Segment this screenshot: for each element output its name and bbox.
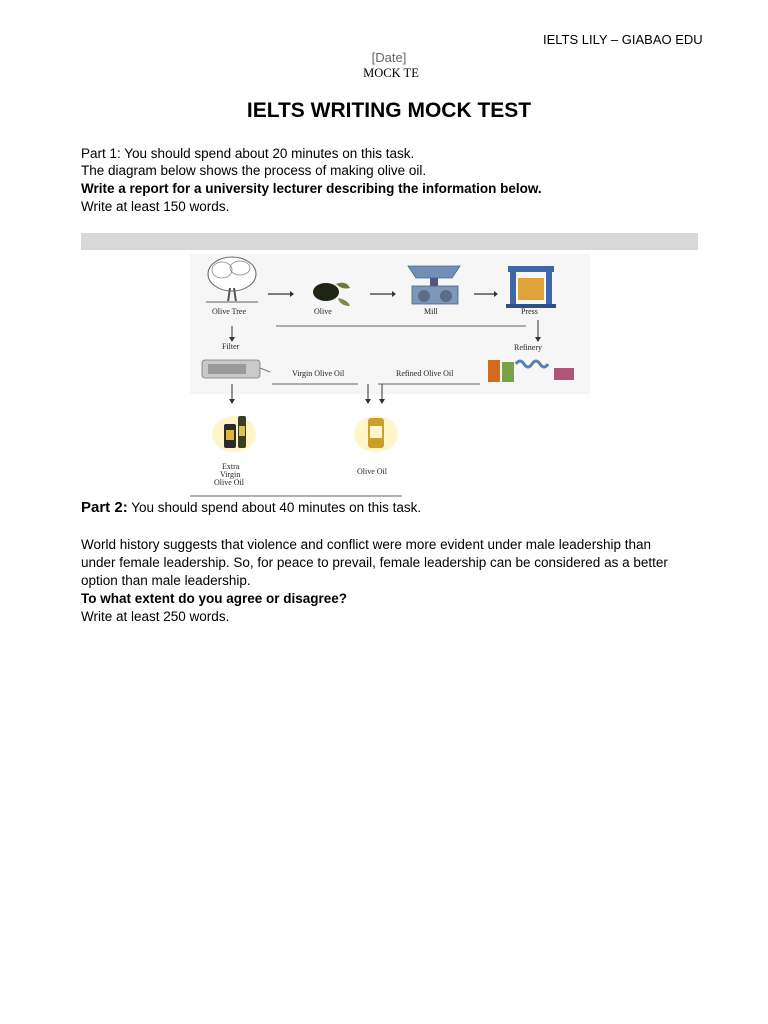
extra-virgin-bottles-icon <box>212 416 256 452</box>
label-press: Press <box>521 307 538 316</box>
label-refined-olive-oil: Refined Olive Oil <box>396 369 454 378</box>
part1-description: The diagram below shows the process of making olive oil. <box>81 163 427 178</box>
label-olive-oil: Olive Oil <box>357 467 387 476</box>
olive-oil-process-diagram <box>190 254 590 497</box>
part2-heading: Part 2: <box>81 499 128 516</box>
part1-word-count: Write at least 150 words. <box>81 199 230 214</box>
part2-instruction <box>81 499 421 516</box>
part2-word-count: Write at least 250 words. <box>81 609 230 624</box>
mock-label: MOCK TE <box>363 66 419 80</box>
label-olive: Olive <box>314 307 332 316</box>
page-title: IELTS WRITING MOCK TEST <box>246 99 532 122</box>
label-extra-2: Virgin <box>220 470 241 479</box>
part1-instruction: Part 1: You should spend about 20 minutes on this task. <box>81 146 415 161</box>
part2-prompt <box>81 536 701 626</box>
label-extra-1: Extra <box>222 462 240 471</box>
date-placeholder: [Date] <box>371 50 407 65</box>
label-virgin-olive-oil: Virgin Olive Oil <box>292 369 345 378</box>
prompt-line-2: under female leadership. So, for peace to prevail, female leadership can be considered as a better <box>81 555 668 570</box>
label-filter: Filter <box>222 342 240 351</box>
label-olive-tree: Olive Tree <box>212 307 246 316</box>
prompt-question: To what extent do you agree or disagree? <box>81 591 348 606</box>
divider-bar <box>81 233 698 250</box>
label-extra-3: Olive Oil <box>214 478 244 487</box>
part2-time: You should spend about 40 minutes on this task. <box>131 500 422 515</box>
prompt-line-3: option than male leadership. <box>81 573 251 588</box>
label-refinery: Refinery <box>514 343 542 352</box>
part1-task: Write a report for a university lecturer describing the information below. <box>81 181 542 196</box>
header-brand: IELTS LILY – GIABAO EDU <box>543 32 703 47</box>
prompt-line-1: World history suggests that violence and conflict were more evident under male leadership than <box>81 537 652 552</box>
filter-machine-icon <box>202 360 270 378</box>
olive-oil-bottle-icon <box>354 416 398 452</box>
label-mill: Mill <box>424 307 438 316</box>
